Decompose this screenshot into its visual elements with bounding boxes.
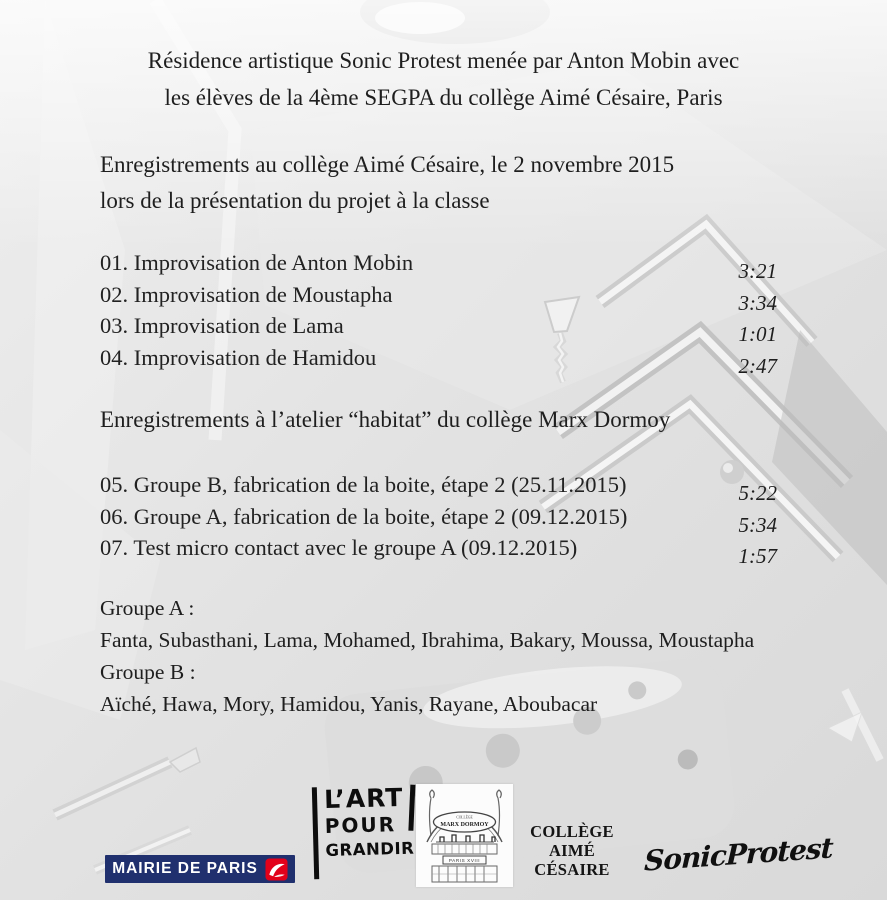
track-row — [100, 279, 777, 315]
track-number: 04. — [100, 344, 129, 370]
track-title: Groupe A, fabrication de la boite, étape 2 (09.12.2015) — [133, 503, 628, 529]
college-aime-cesaire-logo — [522, 822, 622, 879]
track-title: Test micro contact avec le groupe A (09.12.2015) — [133, 535, 578, 560]
track-title: Improvisation de Anton Mobin — [133, 250, 414, 275]
track-row — [100, 532, 777, 568]
group-b-members: Aïché, Hawa, Mory, Hamidou, Yanis, Rayane, Aboubacar — [100, 692, 598, 716]
track-row — [100, 501, 777, 537]
track-duration: 3:34 — [738, 290, 777, 315]
title-line-2: les élèves de la 4ème SEGPA du collège Aimé Césaire, Paris — [164, 85, 723, 110]
track-duration: 3:21 — [738, 259, 777, 283]
track-duration: 1:01 — [738, 322, 777, 346]
track-duration: 5:22 — [738, 481, 777, 505]
group-a-label: Groupe A : — [100, 596, 195, 620]
section-1-heading-line-2: lors de la présentation du projet à la classe — [100, 188, 490, 213]
section-2-heading-line-1: Enregistrements à l’atelier “habitat” du collège Marx Dormoy — [100, 407, 671, 432]
aime-cesaire-line-1: COLLÈGE — [530, 822, 614, 841]
section-2-heading — [100, 402, 807, 438]
section-1-heading-line-1: Enregistrements au collège Aimé Césaire, le 2 novembre 2015 — [100, 152, 675, 177]
track-number: 06. — [100, 503, 129, 529]
aime-cesaire-line-3: CÉSAIRE — [534, 860, 610, 879]
tracklist-marx-dormoy — [100, 469, 777, 568]
college-marx-dormoy-logo — [416, 784, 513, 887]
track-number: 01. — [100, 250, 129, 275]
cover-title — [0, 42, 887, 116]
art-pour-grandir-line-1: L’ART — [323, 782, 404, 815]
group-a-members: Fanta, Subasthani, Lama, Mohamed, Ibrahima, Bakary, Moussa, Moustapha — [100, 628, 755, 652]
track-number: 05. — [100, 472, 129, 497]
track-duration: 2:47 — [738, 353, 777, 378]
track-row — [100, 469, 777, 505]
track-duration: 5:34 — [738, 512, 777, 537]
tracklist-cesaire — [100, 247, 777, 378]
track-title: Improvisation de Hamidou — [133, 344, 377, 370]
track-title: Groupe B, fabrication de la boite, étape 2 (25.11.2015) — [133, 472, 627, 497]
track-number: 02. — [100, 281, 129, 307]
sonic-protest-logo: SonicProtest — [643, 831, 834, 878]
track-duration: 1:57 — [738, 544, 777, 568]
section-1-heading — [100, 147, 807, 219]
track-row — [100, 310, 777, 346]
art-pour-grandir-logo — [312, 782, 415, 880]
track-title: Improvisation de Moustapha — [133, 281, 393, 307]
track-number: 07. — [100, 535, 129, 560]
group-b-label: Groupe B : — [100, 660, 196, 684]
mairie-de-paris-label: MAIRIE DE PARIS — [112, 860, 258, 877]
mairie-de-paris-sail-icon — [265, 858, 288, 881]
track-row — [100, 247, 777, 283]
marx-dormoy-district-text: PARIS XVIII — [448, 858, 481, 863]
art-pour-grandir-frame-bar — [408, 785, 415, 831]
marx-dormoy-name-text: MARX DORMOY — [440, 822, 489, 828]
aime-cesaire-line-2: AIMÉ — [548, 841, 596, 860]
art-pour-grandir-line-2: POUR — [324, 812, 397, 838]
art-pour-grandir-line-3: GRANDIR — [325, 838, 415, 860]
mairie-de-paris-logo — [105, 855, 295, 883]
groups-block — [100, 592, 754, 720]
title-line-1: Résidence artistique Sonic Protest menée par Anton Mobin avec — [147, 48, 740, 73]
marx-dormoy-facade-drawing — [416, 784, 513, 887]
track-title: Improvisation de Lama — [133, 313, 344, 338]
track-row — [100, 342, 777, 378]
marx-dormoy-college-text: COLLÈGE — [456, 815, 473, 820]
track-number: 03. — [100, 313, 129, 338]
